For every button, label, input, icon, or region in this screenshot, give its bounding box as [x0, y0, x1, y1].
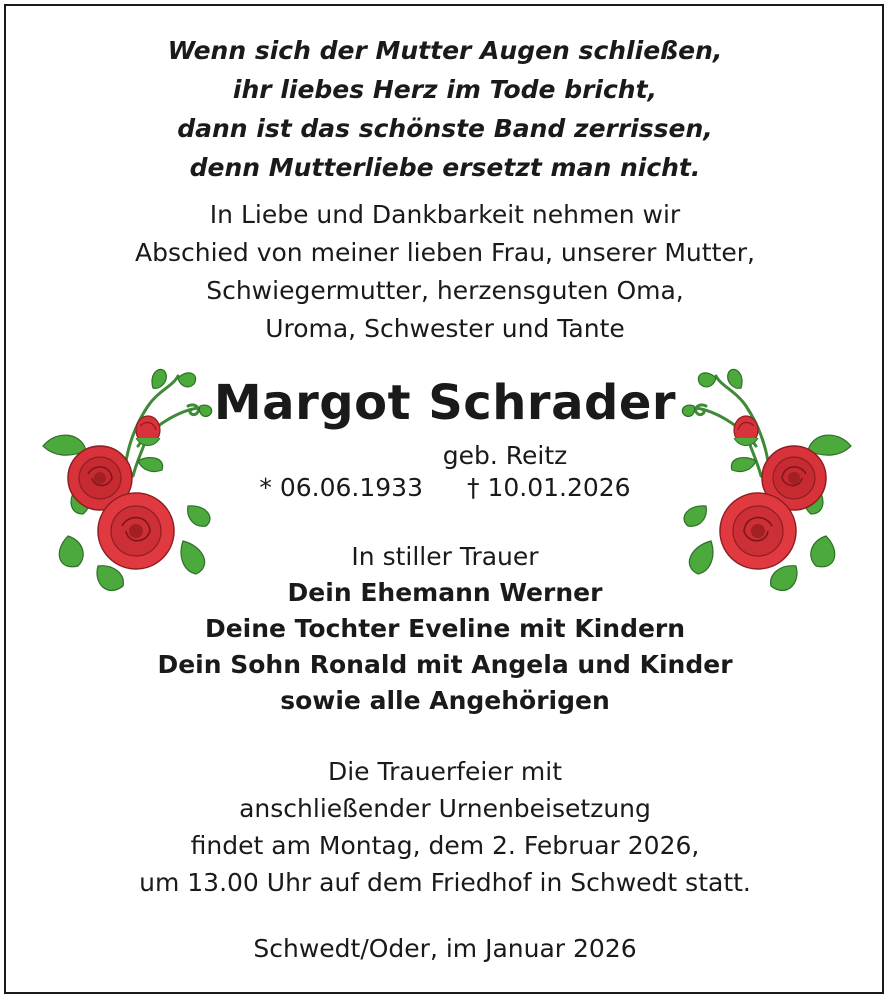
- rose-bouquet-icon: [676, 366, 856, 606]
- intro-line: Schwiegermutter, herzensguten Oma,: [206, 276, 684, 305]
- place-date: Schwedt/Oder, im Januar 2026: [253, 934, 637, 963]
- mourner-line: Dein Ehemann Werner: [287, 578, 603, 607]
- intro-line: Abschied von meiner lieben Frau, unserer Mutter,: [134, 238, 755, 267]
- rose-bouquet-icon: [38, 366, 218, 606]
- mourners-heading: In stiller Trauer: [351, 542, 539, 571]
- funeral-line: findet am Montag, dem 2. Februar 2026,: [190, 831, 700, 860]
- poem-line: Wenn sich der Mutter Augen schließen,: [167, 36, 723, 65]
- funeral-line: Die Trauerfeier mit: [327, 757, 563, 786]
- deceased-name: Margot Schrader: [213, 375, 677, 431]
- birth-date: * 06.06.1933: [259, 473, 423, 502]
- intro-line: Uroma, Schwester und Tante: [265, 314, 625, 343]
- birth-name: geb. Reitz: [442, 441, 568, 470]
- death-date: † 10.01.2026: [467, 473, 631, 502]
- poem-line: ihr liebes Herz im Tode bricht,: [232, 75, 658, 104]
- poem-line: denn Mutterliebe ersetzt man nicht.: [189, 153, 701, 182]
- mourner-line: Dein Sohn Ronald mit Angela und Kinder: [157, 650, 733, 679]
- funeral-line: anschließender Urnenbeisetzung: [239, 794, 651, 823]
- mourner-line: Deine Tochter Eveline mit Kindern: [204, 614, 686, 643]
- intro-line: In Liebe und Dankbarkeit nehmen wir: [209, 200, 681, 229]
- mourner-line: sowie alle Angehörigen: [280, 686, 610, 715]
- funeral-line: um 13.00 Uhr auf dem Friedhof in Schwedt statt.: [139, 868, 751, 897]
- poem-line: dann ist das schönste Band zerrissen,: [177, 114, 713, 143]
